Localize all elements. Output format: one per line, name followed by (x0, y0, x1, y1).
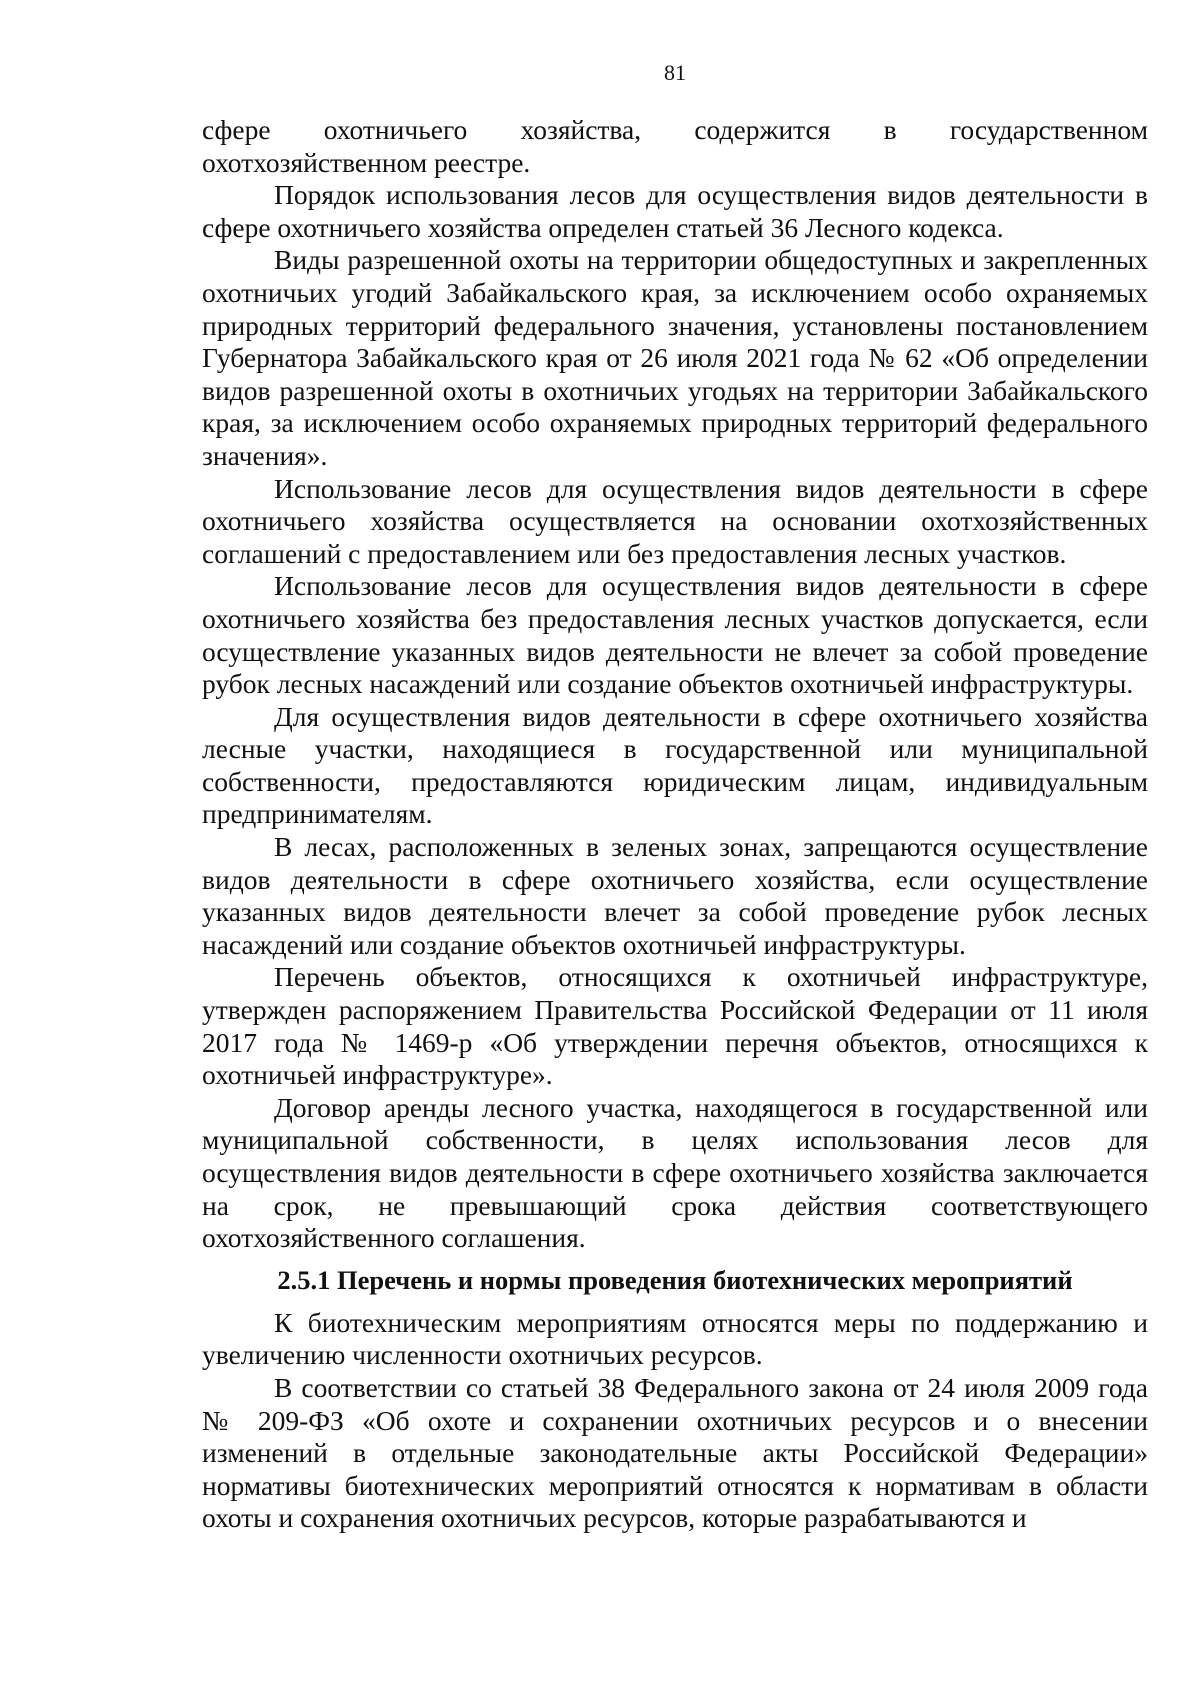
paragraph: Виды разрешенной охоты на территории общедоступных и закрепленных охотничьих угодий Забайкальского края, за исключением особо охраняемых природных территорий федерального значения, установлены постановлением Губернатора Забайкальского края от 26 июля 2021 года № 62 «Об определении видов разрешенной охоты в охотничьих угодьях на территории Забайкальского края, за исключением особо охраняемых природных территорий федерального значения». (202, 244, 1148, 471)
section-heading: 2.5.1 Перечень и нормы проведения биотехнических мероприятий (277, 1264, 1073, 1295)
paragraphs-after-heading (202, 1307, 1148, 1535)
paragraph: Для осуществления видов деятельности в сфере охотничьего хозяйства лесные участки, находящиеся в государственной или муниципальной собственности, предоставляются юридическим лицам, индивидуальным предпринимателям. (202, 700, 1148, 830)
paragraph: Договор аренды лесного участка, находящегося в государственной или муниципальной собственности, в целях использования лесов для осуществления видов деятельности в сфере охотничьего хозяйства заключается на срок, не превышающий срока действия соответствующего охотхозяйственного соглашения. (202, 1091, 1148, 1254)
page-number: 81 (664, 60, 686, 85)
paragraph: Перечень объектов, относящихся к охотничьей инфраструктуре, утвержден распоряжением Правительства Российской Федерации от 11 июля 2017 года № 1469-р «Об утверждении перечня объектов, относящихся к охотничьей инфраструктуре». (202, 961, 1148, 1091)
paragraph: К биотехническим мероприятиям относятся меры по поддержанию и увеличению численности охотничьих ресурсов. (202, 1306, 1148, 1371)
paragraph: Использование лесов для осуществления видов деятельности в сфере охотничьего хозяйства без предоставления лесных участков допускается, если осуществление указанных видов деятельности не влечет за собой проведение рубок лесных насаждений или создание объектов охотничьей инфраструктуры. (202, 570, 1148, 700)
paragraph: Порядок использования лесов для осуществления видов деятельности в сфере охотничьего хозяйства определен статьей 36 Лесного кодекса. (202, 179, 1148, 243)
paragraph: Использование лесов для осуществления видов деятельности в сфере охотничьего хозяйства осуществляется на основании охотхозяйственных соглашений с предоставлением или без предоставления лесных участков. (202, 472, 1148, 569)
paragraph: В лесах, расположенных в зеленых зонах, запрещаются осуществление видов деятельности в сфере охотничьего хозяйства, если осуществление указанных видов деятельности влечет за собой проведение рубок лесных насаждений или создание объектов охотничьей инфраструктуры. (202, 831, 1148, 960)
paragraph: В соответствии со статьей 38 Федерального закона от 24 июля 2009 года № 209-ФЗ «Об охоте и сохранении охотничьих ресурсов и о внесении изменений в отдельные законодательные акты Российской Федерации» нормативы биотехнических мероприятий относятся к нормативам в области охоты и сохранения охотничьих ресурсов, которые разрабатываются и (202, 1371, 1148, 1534)
document-body (202, 114, 1148, 1535)
paragraphs-before-heading (202, 114, 1148, 1255)
paragraph: сфере охотничьего хозяйства, содержится в государственном охотхозяйственном реестре. (202, 114, 1148, 178)
